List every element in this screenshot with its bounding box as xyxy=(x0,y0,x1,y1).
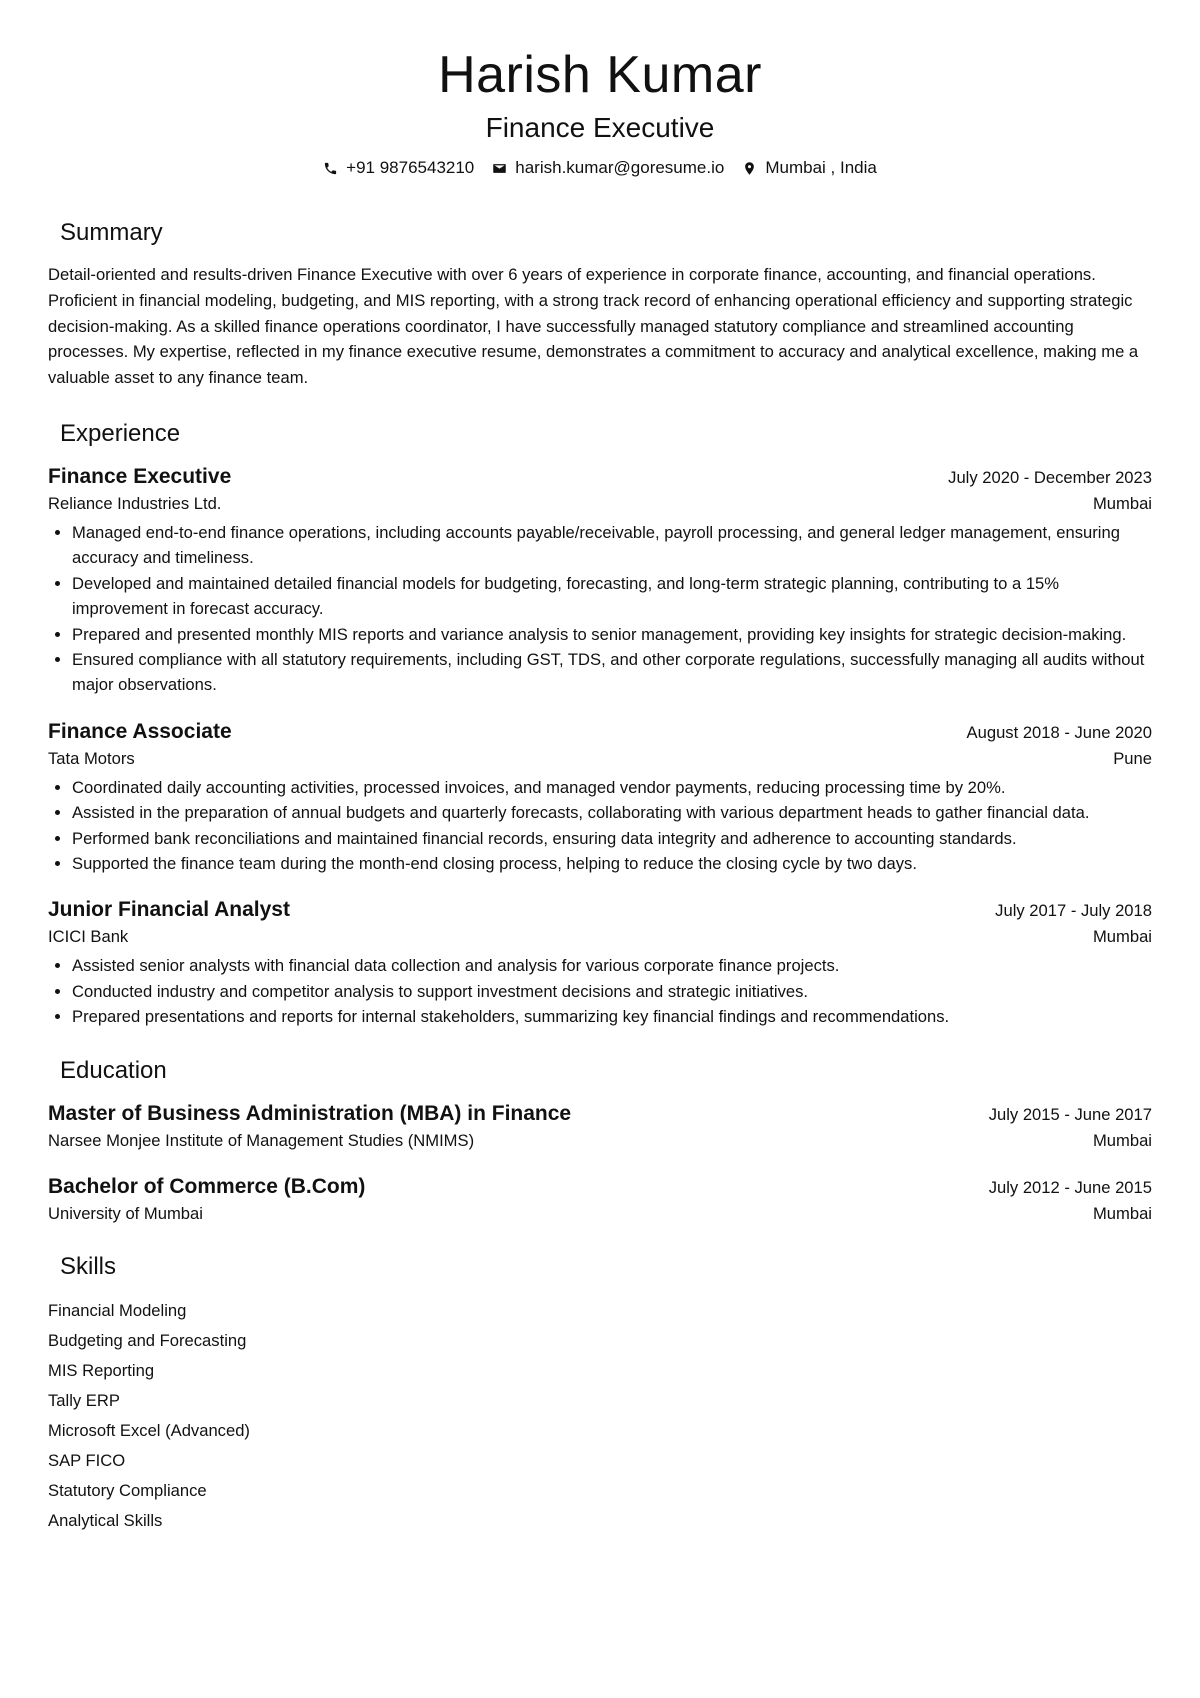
experience-section xyxy=(48,419,1152,1030)
job-location: Mumbai xyxy=(1092,493,1152,513)
email-icon xyxy=(492,161,507,176)
school-location: Mumbai xyxy=(1092,1130,1152,1150)
location-pin-icon xyxy=(742,161,757,176)
skill-item: Microsoft Excel (Advanced) xyxy=(48,1420,250,1440)
job-title: Finance Executive xyxy=(48,464,232,488)
summary-text: Detail-oriented and results-driven Finance Executive with over 6 years of experience in corporate finance, accounting, and financial operations. Proficient in financial modeling, budgeting, and MIS reporting, with a strong track record of enhancing operational efficiency and supporting strategic decision-making. As a skilled finance operations coordinator, I have successfully managed statutory compliance and streamlined accounting processes. My expertise, reflected in my finance executive resume, demonstrates a commitment to accuracy and analytical excellence, making me a valuable asset to any finance team. xyxy=(48,265,1139,388)
bullet-item: • Performed bank reconciliations and maintained financial records, ensuring data integrity and adherence to accounting standards. xyxy=(72,826,1152,851)
summary-section xyxy=(48,218,1152,391)
bullet-item: • Coordinated daily accounting activities, processed invoices, and managed vendor payments, reducing processing time by 20%. xyxy=(72,775,1152,800)
skills-list xyxy=(48,1296,1152,1536)
skill-item: MIS Reporting xyxy=(48,1360,155,1380)
school-name: Narsee Monjee Institute of Management Studies (NMIMS) xyxy=(48,1130,475,1150)
company-name: ICICI Bank xyxy=(48,927,129,947)
contact-phone xyxy=(323,158,474,178)
phone-icon xyxy=(323,161,338,176)
job-title: Junior Financial Analyst xyxy=(48,898,290,922)
summary-title: Summary xyxy=(60,219,163,246)
education-section xyxy=(48,1056,1152,1226)
candidate-name: Harish Kumar xyxy=(438,46,762,104)
job-bullets xyxy=(48,775,1152,877)
phone-text: +91 9876543210 xyxy=(346,158,475,177)
job-bullets xyxy=(48,953,1152,1029)
email-text[interactable]: harish.kumar@goresume.io xyxy=(515,158,725,177)
skill-item: Tally ERP xyxy=(48,1390,120,1410)
bullet-item: • Assisted in the preparation of annual budgets and quarterly forecasts, collaborating with various department heads to gather financial data. xyxy=(72,800,1152,825)
school-name: University of Mumbai xyxy=(48,1203,203,1223)
skill-item: SAP FICO xyxy=(48,1450,126,1470)
job-bullets xyxy=(48,520,1152,698)
degree-dates: July 2012 - June 2015 xyxy=(988,1177,1152,1197)
skill-item: Budgeting and Forecasting xyxy=(48,1330,247,1350)
skills-title: Skills xyxy=(60,1252,117,1280)
job-dates: July 2017 - July 2018 xyxy=(995,901,1152,921)
company-name: Tata Motors xyxy=(48,748,135,768)
bullet-item: • Conducted industry and competitor analysis to support investment decisions and strategic initiatives. xyxy=(72,979,1152,1004)
contact-location xyxy=(742,158,877,178)
job-title: Finance Associate xyxy=(48,719,232,743)
job-location: Pune xyxy=(1113,748,1152,768)
bullet-item: • Supported the finance team during the month-end closing process, helping to reduce the closing cycle by two days. xyxy=(72,851,1152,876)
location-text: Mumbai , India xyxy=(765,158,877,177)
company-name: Reliance Industries Ltd. xyxy=(48,493,222,513)
skill-item: Analytical Skills xyxy=(48,1510,163,1530)
experience-title: Experience xyxy=(60,419,181,447)
experience-entry xyxy=(48,718,1152,877)
education-entry xyxy=(48,1173,1152,1226)
resume-header xyxy=(48,0,1152,178)
experience-entry xyxy=(48,463,1152,698)
degree-title: Master of Business Administration (MBA) in Finance xyxy=(48,1101,572,1125)
candidate-headline: Finance Executive xyxy=(485,112,715,143)
degree-dates: July 2015 - June 2017 xyxy=(988,1104,1152,1124)
bullet-item: • Assisted senior analysts with financial data collection and analysis for various corporate finance projects. xyxy=(72,953,1152,978)
bullet-item: • Managed end-to-end finance operations, including accounts payable/receivable, payroll processing, and general ledger management, ensuring accuracy and timeliness. xyxy=(72,520,1152,571)
bullet-item: • Developed and maintained detailed financial models for budgeting, forecasting, and long-term strategic planning, contributing to a 15% improvement in forecast accuracy. xyxy=(72,571,1152,622)
job-dates: August 2018 - June 2020 xyxy=(966,722,1152,742)
contact-email xyxy=(492,158,724,178)
job-location: Mumbai xyxy=(1092,927,1152,947)
skill-item: Statutory Compliance xyxy=(48,1480,207,1500)
bullet-item: • Prepared and presented monthly MIS reports and variance analysis to senior management, providing key insights for strategic decision-making. xyxy=(72,622,1152,647)
education-title: Education xyxy=(60,1056,167,1084)
education-entry xyxy=(48,1100,1152,1153)
skills-section xyxy=(48,1252,1152,1536)
bullet-item: • Prepared presentations and reports for internal stakeholders, summarizing key financial findings and recommendations. xyxy=(72,1004,1152,1029)
skill-item: Financial Modeling xyxy=(48,1300,187,1320)
school-location: Mumbai xyxy=(1092,1203,1152,1223)
experience-entry xyxy=(48,896,1152,1029)
contact-row xyxy=(48,158,1152,178)
job-dates: July 2020 - December 2023 xyxy=(948,467,1152,487)
degree-title: Bachelor of Commerce (B.Com) xyxy=(48,1174,366,1198)
bullet-item: • Ensured compliance with all statutory requirements, including GST, TDS, and other corporate regulations, successfully managing all audits without major observations. xyxy=(72,647,1152,698)
